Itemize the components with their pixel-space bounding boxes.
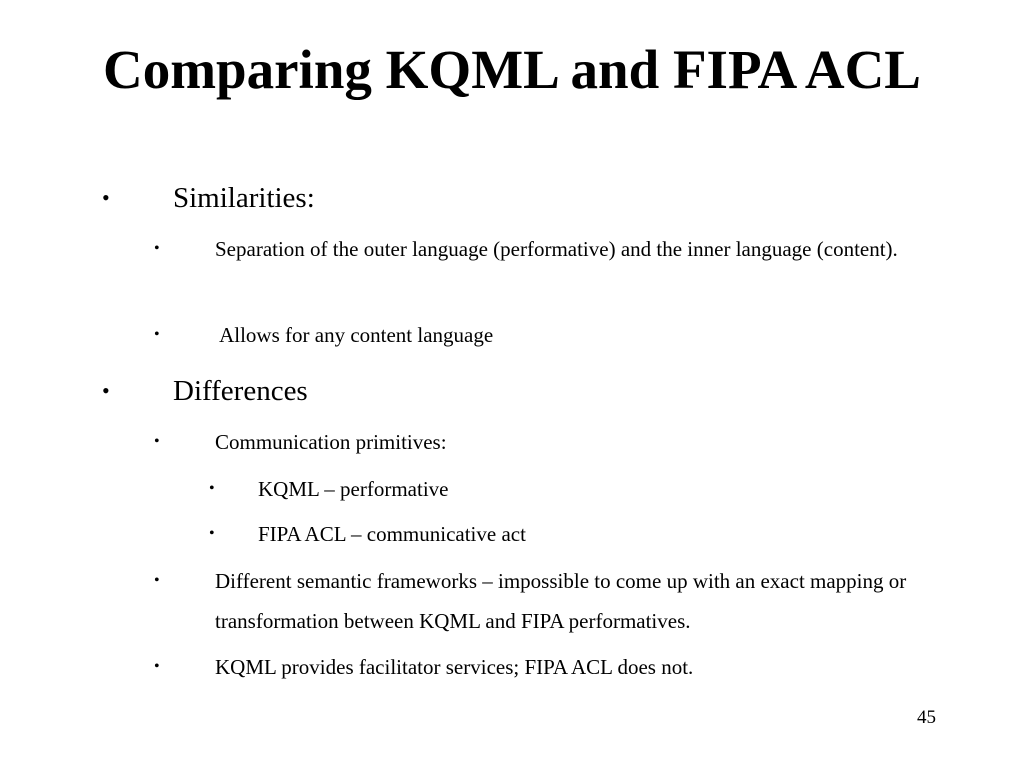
bullet-icon: • [102, 185, 110, 210]
slide-title: Comparing KQML and FIPA ACL [103, 39, 921, 100]
bullet-text: Different semantic frameworks – impossible to come up with an exact mapping or transformation between KQML and FIPA performatives. [215, 569, 907, 633]
bullet-icon: • [154, 433, 160, 450]
bullet-text: FIPA ACL – communicative act [258, 522, 526, 546]
bullet-icon: • [154, 240, 160, 257]
bullet-text: Similarities: [173, 182, 315, 214]
bullet-text: Communication primitives: [215, 430, 447, 454]
bullet-icon: • [209, 480, 215, 497]
page-number: 45 [917, 707, 936, 728]
bullet-icon: • [209, 525, 215, 542]
bullet-text: KQML – performative [258, 477, 449, 501]
bullet-text: Separation of the outer language (performative) and the inner language (content). [215, 237, 898, 261]
bullet-text: KQML provides facilitator services; FIPA ACL does not. [215, 655, 694, 679]
bullet-icon: • [102, 378, 110, 403]
bullet-icon: • [154, 326, 160, 343]
bullet-text: Differences [173, 375, 308, 407]
bullet-text: Allows for any content language [215, 323, 494, 347]
bullet-icon: • [154, 658, 160, 675]
bullet-icon: • [154, 572, 160, 589]
